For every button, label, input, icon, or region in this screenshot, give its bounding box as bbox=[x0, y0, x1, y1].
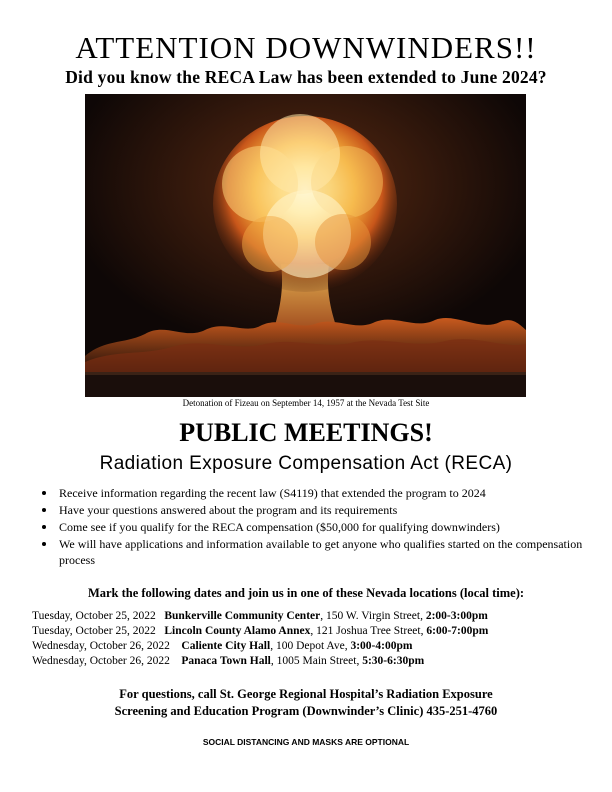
meeting-time: 6:00-7:00pm bbox=[426, 625, 489, 637]
mushroom-cloud-photo bbox=[85, 94, 526, 397]
meeting-venue: Panaca Town Hall bbox=[181, 655, 271, 667]
contact-info bbox=[0, 686, 612, 720]
act-name: Radiation Exposure Compensation Act (RECA) bbox=[99, 453, 513, 474]
schedule-intro: Mark the following dates and join us in one of these Nevada locations (local time): bbox=[87, 586, 525, 600]
meeting-date: Wednesday, October 26, 2022 bbox=[32, 655, 170, 667]
meeting-address: , 121 Joshua Tree Street, bbox=[310, 625, 427, 637]
photo-caption: Detonation of Fizeau on September 14, 1957 at the Nevada Test Site bbox=[182, 398, 430, 408]
meeting-address: , 1005 Main Street, bbox=[270, 655, 363, 667]
meeting-schedule bbox=[32, 609, 592, 669]
meeting-venue: Caliente City Hall bbox=[181, 640, 271, 652]
bullet-text: Have your questions answered about the program and its requirements bbox=[59, 503, 398, 517]
bullet-text: Come see if you qualify for the RECA compensation ($50,000 for qualifying downwinders) bbox=[59, 520, 500, 534]
flyer-subtitle: Did you know the RECA Law has been extended to June 2024? bbox=[65, 67, 547, 87]
info-bullet-list bbox=[42, 486, 602, 570]
footer-notice: SOCIAL DISTANCING AND MASKS ARE OPTIONAL bbox=[202, 737, 410, 747]
bullet-icon bbox=[42, 491, 46, 495]
bullet-text: Receive information regarding the recent law (S4119) that extended the program to 2024 bbox=[59, 486, 486, 500]
bullet-item bbox=[42, 537, 602, 568]
bullet-icon bbox=[42, 525, 46, 529]
bullet-item bbox=[42, 486, 602, 502]
meeting-address: , 100 Depot Ave, bbox=[270, 640, 351, 652]
meeting-venue: Lincoln County Alamo Annex bbox=[164, 625, 311, 637]
bullet-icon bbox=[42, 508, 46, 512]
bullet-item bbox=[42, 520, 602, 536]
meeting-address: , 150 W. Virgin Street, bbox=[320, 610, 426, 622]
schedule-row bbox=[32, 609, 592, 624]
schedule-row bbox=[32, 624, 592, 639]
bullet-icon bbox=[42, 542, 46, 546]
schedule-row bbox=[32, 639, 592, 654]
flyer-title: ATTENTION DOWNWINDERS!! bbox=[75, 30, 537, 65]
meeting-date: Tuesday, October 25, 2022 bbox=[32, 610, 156, 622]
meeting-time: 3:00-4:00pm bbox=[350, 640, 413, 652]
meeting-date: Wednesday, October 26, 2022 bbox=[32, 640, 170, 652]
meeting-time: 5:30-6:30pm bbox=[362, 655, 425, 667]
meeting-venue: Bunkerville Community Center bbox=[164, 610, 321, 622]
public-meetings-heading: PUBLIC MEETINGS! bbox=[179, 418, 433, 447]
bullet-item bbox=[42, 503, 602, 519]
bullet-text: We will have applications and information available to get anyone who qualifies started on the compensation process bbox=[59, 537, 583, 567]
schedule-row bbox=[32, 654, 592, 669]
contact-line: Screening and Education Program (Downwinder’s Clinic) 435-251-4760 bbox=[114, 704, 498, 718]
contact-line: For questions, call St. George Regional Hospital’s Radiation Exposure bbox=[119, 687, 493, 701]
meeting-time: 2:00-3:00pm bbox=[425, 610, 488, 622]
meeting-date: Tuesday, October 25, 2022 bbox=[32, 625, 156, 637]
